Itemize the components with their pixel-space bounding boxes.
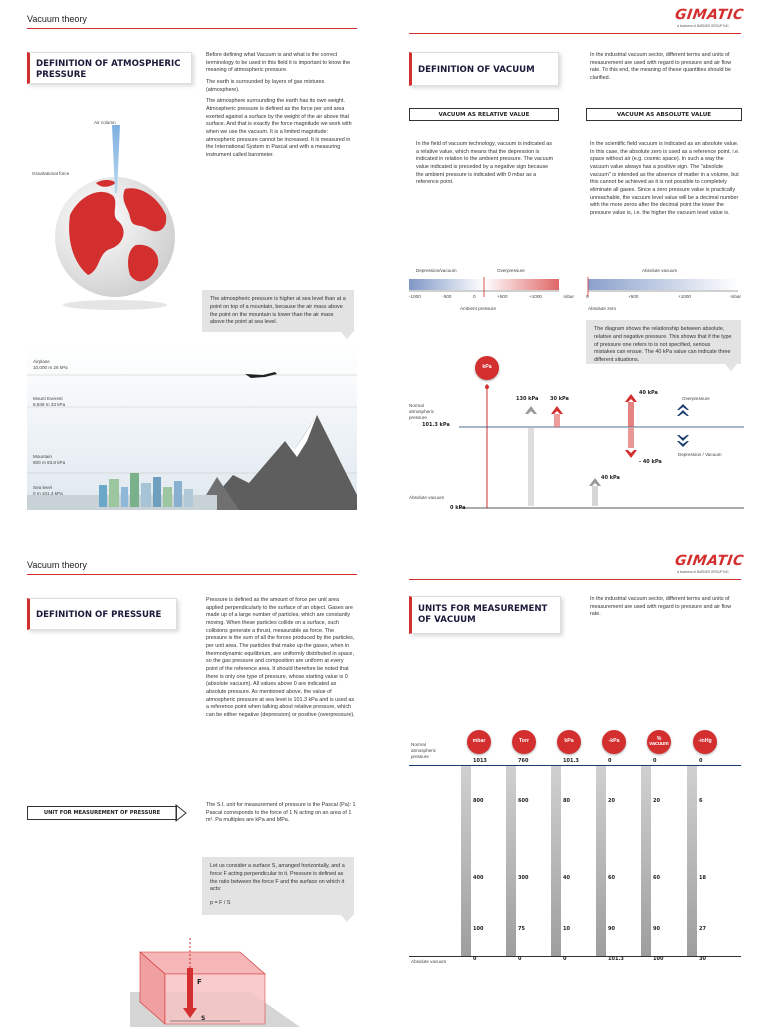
gimatic-logo: GIMATIC xyxy=(673,7,745,23)
absolute-vacuum-label: Absolute vacuum xyxy=(642,268,678,273)
unit-value: 60 xyxy=(653,875,660,881)
body-para-2: The earth is surrounded by layers of gas mixtures (atmosphere). xyxy=(206,79,325,93)
level-value: 8,848 m 33 kPa xyxy=(33,401,66,407)
unit-value: 760 xyxy=(518,758,529,764)
normal-pressure-label: Normal atmospheric pressure xyxy=(411,742,437,759)
unit-value: 20 xyxy=(608,798,615,804)
callout-diagram: The diagram shows the relationship between absolute, relative and negative pressure. This shows that if the type of pressure one refers to is not specified, serious mistakes can ensue. The 40 kPa value can indicate three different situations. xyxy=(586,320,741,364)
depression-legend: Depression / Vacuum xyxy=(678,452,722,457)
section-title: Vacuum theory xyxy=(27,560,87,570)
relative-ticks xyxy=(409,294,574,300)
unit-value: 60 xyxy=(608,875,615,881)
label-40kpa-abs: 40 kPa xyxy=(601,475,620,481)
scale-depression-label: Depression/vacuum xyxy=(416,268,457,273)
unit-value: 18 xyxy=(699,875,706,881)
value-101-3: 101.3 kPa xyxy=(422,422,450,428)
unit-circle-1: Torr xyxy=(512,730,536,754)
level-value: 0 m 101.3 kPa xyxy=(33,490,63,496)
unit-value: 800 xyxy=(473,798,484,804)
level-sea xyxy=(33,485,113,497)
unit-value: 400 xyxy=(473,875,484,881)
unit-value: 100 xyxy=(473,926,484,932)
heading-definition-of-vacuum: DEFINITION OF VACUUM xyxy=(409,52,559,86)
formula: p = F / S xyxy=(210,900,231,907)
level-name: Sea level xyxy=(33,485,52,490)
air-column-label: Air column xyxy=(94,120,116,125)
unit-value: 0 xyxy=(699,758,703,764)
value-zero: 0 kPa xyxy=(450,505,466,511)
unit-value: 0 xyxy=(518,956,522,962)
unit-value: 101.3 xyxy=(608,956,624,962)
absolute-ticks xyxy=(586,294,741,300)
tick: +500 xyxy=(628,294,639,299)
heading-definition-of-pressure: DEFINITION OF PRESSURE xyxy=(27,598,177,630)
label-unit-pressure: UNIT FOR MEASUREMENT OF PRESSURE xyxy=(27,806,177,820)
label-40kpa-top: 40 kPa xyxy=(639,390,658,396)
unit-column xyxy=(461,766,471,956)
kpa-circle: kPa xyxy=(475,356,499,380)
logo-tagline: A business of BARNES GROUP INC. xyxy=(677,24,730,28)
tick: +1000 xyxy=(678,294,691,299)
unit-value: 90 xyxy=(653,926,660,932)
globe-illustration xyxy=(40,125,200,315)
vacuum-intro: In the industrial vacuum sector, different terms and units of measurement are used with regard to pressure and air flow rate. To this end, the meaning of these quantities should be clarified. xyxy=(590,52,732,82)
heading-units-of-vacuum: UNITS FOR MEASUREMENT OF VACUUM xyxy=(409,596,561,634)
unit-value: 0 xyxy=(608,758,612,764)
unit-value: 1013 xyxy=(473,758,487,764)
tick: 0 xyxy=(473,294,476,299)
overpressure-legend: Overpressure xyxy=(682,396,710,401)
unit-value: 101.3 xyxy=(563,758,579,764)
logo-tagline: A business of BARNES GROUP INC. xyxy=(677,570,730,574)
unit-value: 6 xyxy=(699,798,703,804)
header-rule xyxy=(27,28,357,29)
header-rule xyxy=(409,33,741,34)
units-intro: In the industrial vacuum sector, different terms and units of measurement are used with regard to pressure and air flow rate. xyxy=(590,596,732,618)
atmospheric-body xyxy=(206,52,356,164)
callout-tail xyxy=(340,914,354,922)
unit-column xyxy=(551,766,561,956)
unit-value: 30 xyxy=(699,956,706,962)
unit-value: 100 xyxy=(653,956,664,962)
unit-column xyxy=(641,766,651,956)
label-arrow xyxy=(176,805,186,821)
unit-value: 80 xyxy=(563,798,570,804)
unit-column xyxy=(596,766,606,956)
tick: -500 xyxy=(442,294,452,299)
unit-value: 75 xyxy=(518,926,525,932)
unit-value: 27 xyxy=(699,926,706,932)
unit-circle-3: -kPa xyxy=(602,730,626,754)
label-30kpa: 30 kPa xyxy=(550,396,569,402)
level-value: 10,000 m 26 kPa xyxy=(33,364,68,370)
label-relative-value: VACUUM AS RELATIVE VALUE xyxy=(409,108,559,121)
section-title: Vacuum theory xyxy=(27,14,87,24)
gravitational-force-label: Gravitational force xyxy=(32,171,70,176)
unit-circle-2: kPa xyxy=(557,730,581,754)
absolute-vacuum-axis-label: Absolute vacuum xyxy=(409,495,445,500)
unit-value: 10 xyxy=(563,926,570,932)
gimatic-logo: GIMATIC xyxy=(673,553,745,569)
absolute-vacuum-line xyxy=(409,956,741,957)
callout-tail xyxy=(340,331,354,339)
level-name: Mountain xyxy=(33,454,52,459)
tick: -1000 xyxy=(409,294,421,299)
page-definition-of-vacuum xyxy=(384,0,768,512)
level-value: 600 m 93.8 kPa xyxy=(33,459,66,465)
force-surface-illustration xyxy=(100,932,310,1027)
normal-pressure-label: Normal atmospheric pressure xyxy=(409,403,435,420)
unit-circle-4: % vacuum xyxy=(647,730,671,754)
label-130kpa: 130 kPa xyxy=(516,396,539,402)
level-name: Airplane xyxy=(33,359,50,364)
force-label: F xyxy=(197,978,202,986)
callout-sea-level: The atmospheric pressure is higher at sea level than at a point on top of a mountain, because the air mass above the point on the mountain is lower than the air mass above the point at sea level. xyxy=(202,290,354,332)
unit-circle-5: -inHg xyxy=(693,730,717,754)
unit-column xyxy=(506,766,516,956)
unit-text: The S.I. unit for measurement of pressure is the Pascal (Pa): 1 Pascal corresponds to the force of 1 N acting on an area of 1 m². Pa multiples are kPa and MPa. xyxy=(206,802,356,824)
unit-value: 0 xyxy=(653,758,657,764)
body-para-3: The atmosphere surrounding the earth has its own weight. Atmospheric pressure is defined as the force per unit area exerted against a surface by the weight of the air above that surface. And that is exactly the force magnitude we work with when we use the vacuum. It is a limited magnitude: atmospheric pressure cannot be increased. It is measured in the International System in Pascal and with a measuring instrument called barometer. xyxy=(206,98,352,159)
level-airplane xyxy=(33,359,113,371)
unit-value: 20 xyxy=(653,798,660,804)
level-name: Mount Everest xyxy=(33,396,63,401)
unit-value: 0 xyxy=(563,956,567,962)
callout-tail xyxy=(724,363,738,371)
level-everest xyxy=(33,396,113,408)
tick: mbar xyxy=(730,294,741,299)
tick: +1000 xyxy=(529,294,542,299)
page-definition-of-pressure xyxy=(0,512,384,1024)
absolute-text: In the scientific field vacuum is indicated as an absolute value. In this case, the absolute zero is used as a reference point, i.e. space without air (e.g. cosmic space). In such a way the vacuum value always has a positive sign. The "absolute vacuum" is intended as the absence of matter in a volume, but this cannot be achieved as it is not possible to completely eliminate all gases. Since a zero pressure value is practically unreachable, the vacuum level value will be a decimal number with the more zeros after the decimal point the lower the pressure value is, i.e. the higher the vacuum level value is. xyxy=(590,141,740,217)
unit-value: 600 xyxy=(518,798,529,804)
body-para-1: Before defining what Vacuum is and what is the correct terminology to be used in this field it is important to know the meaning of atmospheric pressure. xyxy=(206,52,351,74)
pressure-body: Pressure is defined as the amount of force per unit area applied perpendicularly to the surface of an object. Gases are made up of a large number of particles, which are constantly moving. When these particles collide on a surface, such collisions generate a thrust, measurable as force. The pressure is the sum of all the forces produced by the particles, per unit area. The particles that make up the gases, when in thermodynamic equilibrium, are uniformly distributed in space, so the gas pressure and composition are uniform at every point of the reference area. It should therefore be noted that there is only one type of pressure, whose starting value is 0 (absolute vacuum). All values above 0 are indicated as absolute pressure. As mentioned above, the value of atmospheric pressure at sea level is 101.3 kPa and is used as a reference point when talking about relative pressure, which can be either negative (depression) or positive (overpressure). xyxy=(206,597,355,719)
absolute-vacuum-label: Absolute vacuum xyxy=(411,959,447,964)
label-neg-40kpa: - 40 kPa xyxy=(639,459,662,465)
heading-atmospheric-pressure: DEFINITION OF ATMOSPHERIC PRESSURE xyxy=(27,52,192,84)
tick: +500 xyxy=(497,294,508,299)
page-atmospheric-pressure xyxy=(0,0,384,512)
unit-value: 0 xyxy=(473,956,477,962)
unit-value: 300 xyxy=(518,875,529,881)
surface-label: S xyxy=(201,1015,206,1022)
unit-circle-0: mbar xyxy=(467,730,491,754)
page-units-of-vacuum xyxy=(384,512,768,1024)
unit-value: 40 xyxy=(563,875,570,881)
ambient-pressure-label: Ambient pressure xyxy=(460,306,497,311)
unit-value: 90 xyxy=(608,926,615,932)
header-rule xyxy=(27,574,357,575)
header-rule xyxy=(409,579,741,580)
callout-surface xyxy=(202,857,354,915)
callout-surface-text: Let us consider a surface S, arranged horizontally, and a force F acting perpendicular to it. Pressure is defined as the ratio between the force F and the surface on which it acts: xyxy=(210,863,345,893)
unit-column xyxy=(687,766,697,956)
tick: mbar xyxy=(563,294,574,299)
relative-text: In the field of vacuum technology, vacuum is indicated as a relative value, which means that the depression is indicated in relation to the ambient pressure. The vacuum value indicated is preceded by a negative sign because the ambient pressure is indicated with 0 mbar as a reference point. xyxy=(416,141,554,186)
level-mountain xyxy=(33,454,113,466)
absolute-zero-label: Absolute zero xyxy=(588,306,617,311)
scale-overpressure-label: Overpressure xyxy=(497,268,525,273)
tick: 0 xyxy=(586,294,589,299)
label-absolute-value: VACUUM AS ABSOLUTE VALUE xyxy=(586,108,742,121)
